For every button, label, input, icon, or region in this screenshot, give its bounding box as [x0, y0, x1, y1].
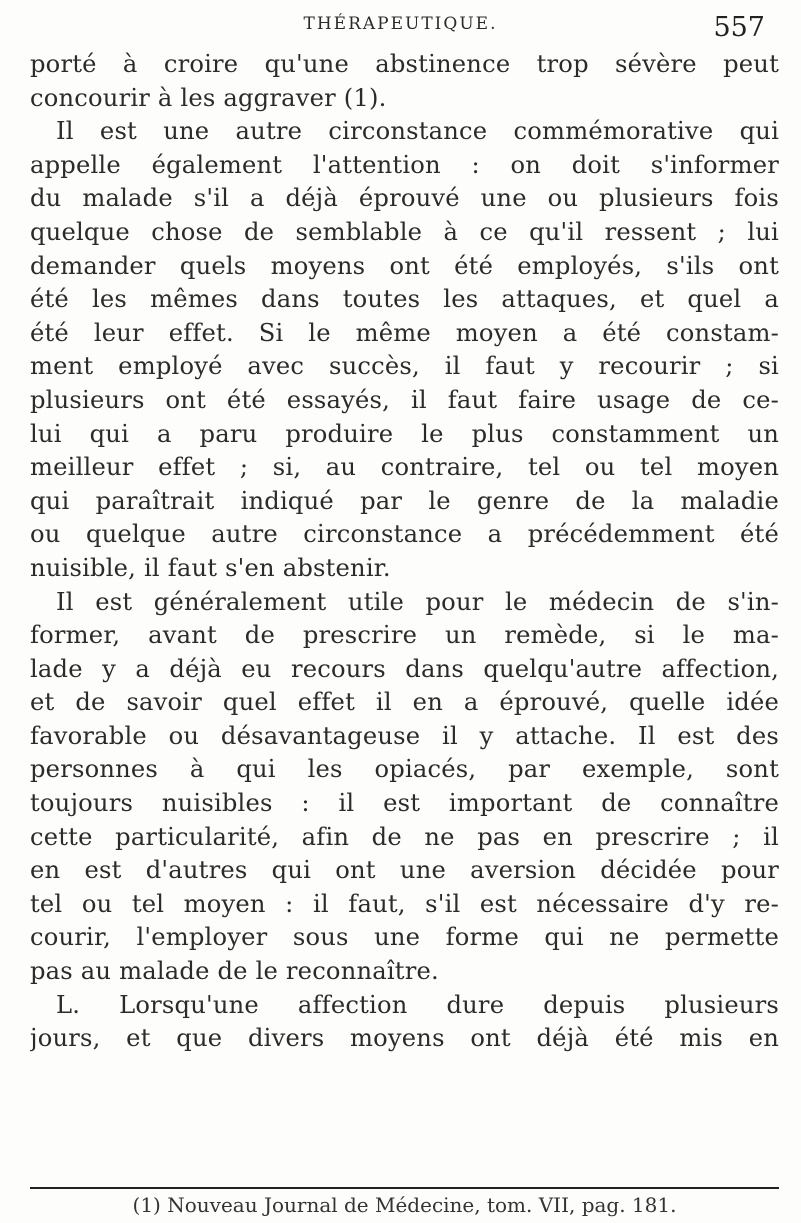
text-line: cette particularité, afin de ne pas en prescrire ; il: [30, 822, 779, 851]
text-line: lui qui a paru produire le plus constamment un: [30, 419, 779, 448]
text-line: former, avant de prescrire un remède, si le ma-: [30, 621, 779, 650]
text-line: plusieurs ont été essayés, il faut faire usage de ce-: [30, 385, 779, 414]
text-line: Il est une autre circonstance commémorative qui: [56, 117, 779, 146]
text-line: L. Lorsqu'une affection dure depuis plusieurs: [56, 990, 779, 1019]
text-line: meilleur effet ; si, au contraire, tel ou tel moyen: [30, 453, 779, 482]
text-line: appelle également l'attention : on doit s'informer: [30, 150, 779, 179]
text-line: tel ou tel moyen : il faut, s'il est nécessaire d'y re-: [30, 889, 779, 918]
text-line: favorable ou désavantageuse il y attache. Il est des: [30, 721, 779, 750]
text-line: été leur effet. Si le même moyen a été constam-: [30, 318, 779, 347]
text-line: nuisible, il faut s'en abstenir.: [30, 553, 391, 582]
text-line: toujours nuisibles : il est important de connaître: [30, 789, 779, 818]
text-line: Il est généralement utile pour le médecin de s'in-: [56, 587, 779, 616]
text-line: ment employé avec succès, il faut y recourir ; si: [30, 352, 779, 381]
text-line: été les mêmes dans toutes les attaques, et quel a: [30, 285, 779, 314]
text-line: jours, et que divers moyens ont déjà été mis en: [30, 1024, 779, 1053]
page-number: 557: [713, 12, 765, 43]
text-line: demander quels moyens ont été employés, s'ils ont: [30, 251, 779, 280]
text-line: concourir à les aggraver (1).: [30, 83, 387, 112]
text-line: lade y a déjà eu recours dans quelqu'autre affection,: [30, 654, 779, 683]
footnote-rule: [30, 1187, 779, 1189]
text-line: pas au malade de le reconnaître.: [30, 957, 439, 986]
text-line: porté à croire qu'une abstinence trop sévère peut: [30, 50, 779, 78]
running-head: THÉRAPEUTIQUE.: [303, 14, 498, 34]
text-line: du malade s'il a déjà éprouvé une ou plusieurs fois: [30, 184, 779, 213]
text-line: personnes à qui les opiacés, par exemple, sont: [30, 755, 779, 784]
footnote: (1) Nouveau Journal de Médecine, tom. VII, pag. 181.: [132, 1193, 677, 1217]
text-line: qui paraîtrait indiqué par le genre de la maladie: [30, 486, 779, 515]
body-text: [30, 48, 779, 1056]
text-line: ou quelque autre circonstance a précédemment été: [30, 520, 779, 549]
text-line: et de savoir quel effet il en a éprouvé, quelle idée: [30, 688, 779, 717]
text-line: quelque chose de semblable à ce qu'il ressent ; lui: [30, 217, 779, 246]
text-line: en est d'autres qui ont une aversion décidée pour: [30, 856, 779, 885]
page-header: [0, 8, 801, 52]
text-line: courir, l'employer sous une forme qui ne permette: [30, 923, 779, 952]
